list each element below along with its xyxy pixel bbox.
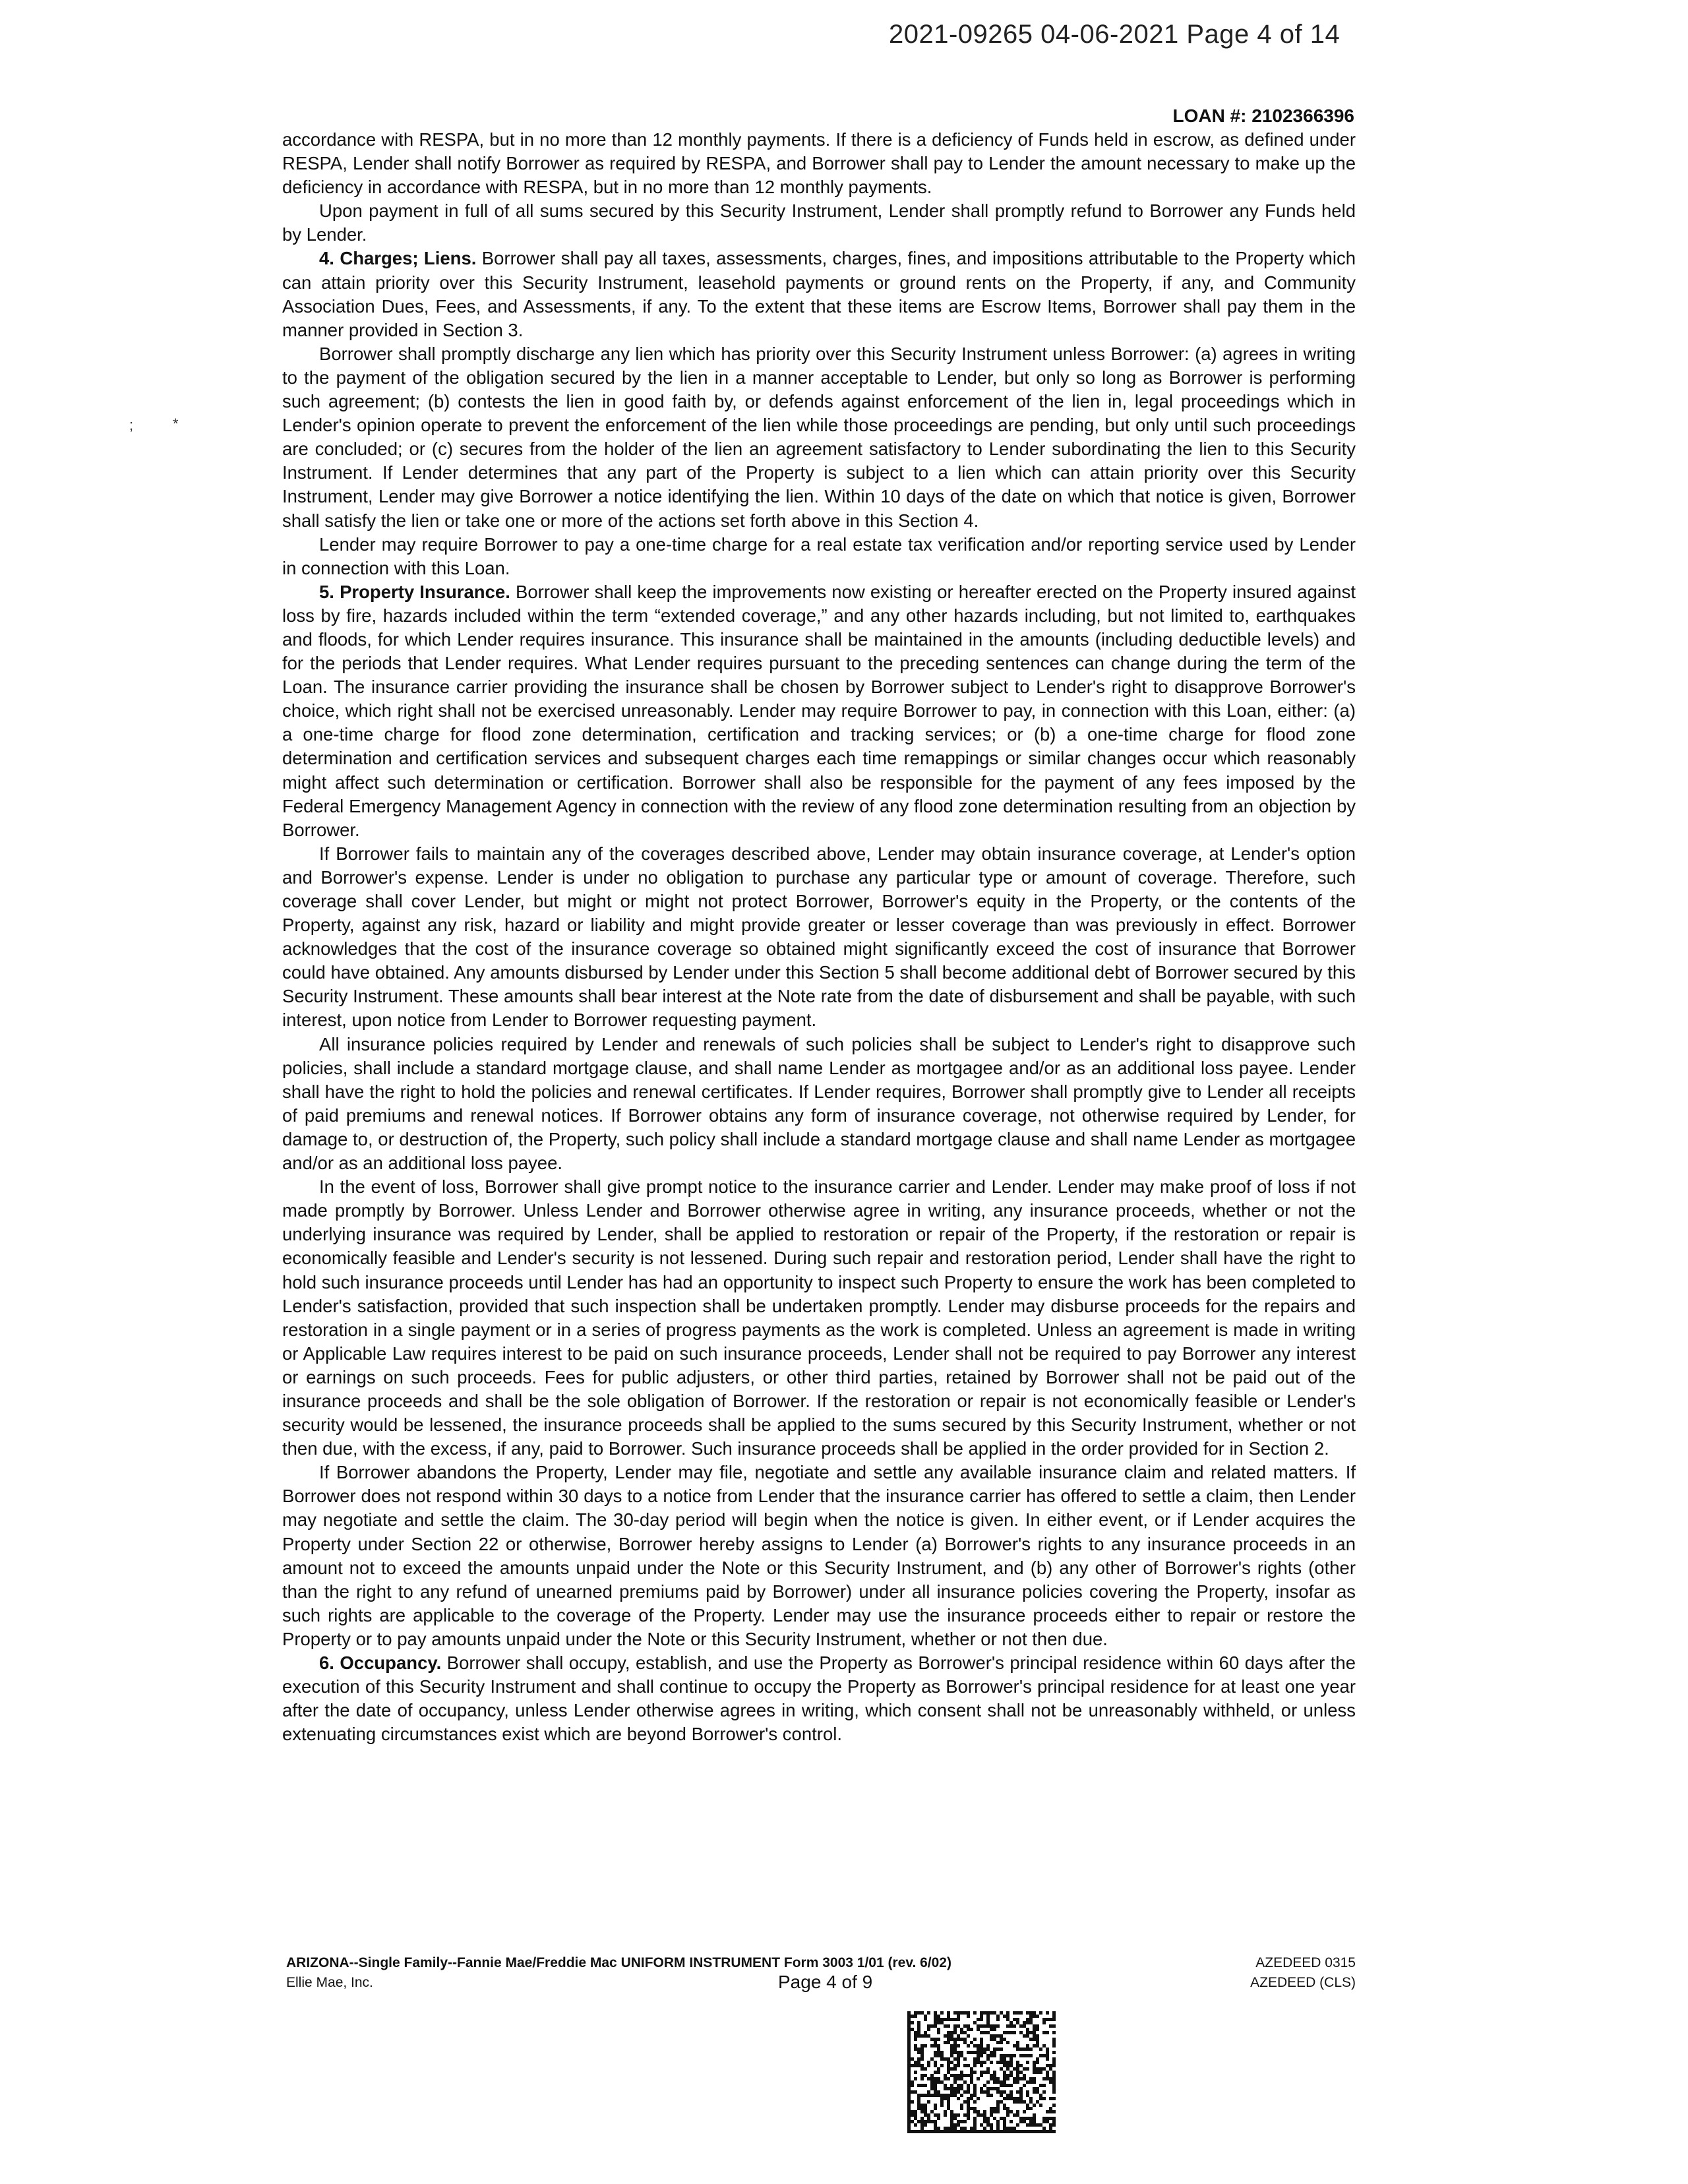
paragraph xyxy=(282,842,1356,1033)
margin-mark: ; xyxy=(129,417,134,433)
paragraph-text: accordance with RESPA, but in no more than 12 monthly payments. If there is a deficiency of Funds held in escrow, as defined under RESPA, Lender shall notify Borrower as required by RESPA, and Borrower shall pay to Lender the amount necessary to make up the deficiency in accordance with RESPA, but in no more than 12 monthly payments. xyxy=(282,129,1356,198)
document-body xyxy=(282,128,1356,1746)
paragraph-text: If Borrower abandons the Property, Lender may file, negotiate and settle any available insurance claim and related matters. If Borrower does not respond within 30 days to a notice from Lender that the insurance carrier has offered to settle a claim, then Lender may negotiate and settle the claim. The 30-day period will begin when the notice is given. In either event, or if Lender acquires the Property under Section 22 or otherwise, Borrower hereby assigns to Lender (a) Borrower's rights to any insurance proceeds in an amount not to exceed the amounts unpaid under the Note or this Security Instrument, and (b) any other of Borrower's rights (other than the right to any refund of unearned premiums paid by Borrower) under all insurance policies covering the Property, insofar as such rights are applicable to the coverage of the Property. Lender may use the insurance proceeds either to repair or restore the Property or to pay amounts unpaid under the Note or this Security Instrument, whether or not then due. xyxy=(282,1462,1356,1649)
paragraph-text: If Borrower fails to maintain any of the coverages described above, Lender may obtain insurance coverage, at Lender's option and Borrower's expense. Lender is under no obligation to purchase any particular type or amount of coverage. Therefore, such coverage shall cover Lender, but might or might not protect Borrower, Borrower's equity in the Property, or the contents of the Property, against any risk, hazard or liability and might provide greater or lesser coverage than was previously in effect. Borrower acknowledges that the cost of the insurance coverage so obtained might significantly exceed the cost of insurance that Borrower could have obtained. Any amounts disbursed by Lender under this Section 5 shall become additional debt of Borrower secured by this Security Instrument. These amounts shall bear interest at the Note rate from the date of disbursement and shall be payable, with such interest, upon notice from Lender to Borrower requesting payment. xyxy=(282,843,1356,1031)
form-code: AZEDEED 0315 xyxy=(1255,1955,1356,1970)
margin-mark: * xyxy=(173,415,179,432)
paragraph xyxy=(282,1461,1356,1651)
paragraph-text: Upon payment in full of all sums secured by this Security Instrument, Lender shall promptly refund to Borrower any Funds held by Lender. xyxy=(282,200,1356,245)
paragraph xyxy=(282,128,1356,199)
company-name: Ellie Mae, Inc. xyxy=(286,1975,373,1990)
paragraph xyxy=(282,1033,1356,1176)
2d-barcode-icon xyxy=(907,2011,1056,2133)
paragraph xyxy=(282,199,1356,247)
paragraph xyxy=(282,1651,1356,1746)
paragraph-text: Lender may require Borrower to pay a one-time charge for a real estate tax verification and/or reporting service used by Lender in connection with this Loan. xyxy=(282,533,1356,578)
paragraph-text: Borrower shall pay all taxes, assessments, charges, fines, and impositions attributable to the Property which can attain priority over this Security Instrument, leasehold payments or ground rents on the Property, if any, and Community Association Dues, Fees, and Assessments, if any. To the extent that these items are Escrow Items, Borrower shall pay them in the manner provided in Section 3. xyxy=(282,248,1356,340)
footer-right xyxy=(1250,1953,1356,1993)
paragraph-text: In the event of loss, Borrower shall give prompt notice to the insurance carrier and Lender. Lender may make proof of loss if not made promptly by Borrower. Unless Lender and Borrower otherwise agree in writing, any insurance proceeds, whether or not the underlying insurance was required by Lender, shall be applied to restoration or repair of the Property, if the restoration or repair is economically feasible and Lender's security is not lessened. During such repair and restoration period, Lender shall have the right to hold such insurance proceeds until Lender has had an opportunity to inspect such Property to ensure the work has been completed to Lender's satisfaction, provided that such inspection shall be undertaken promptly. Lender may disburse proceeds for the repairs and restoration in a single payment or in a series of progress payments as the work is completed. Unless an agreement is made in writing or Applicable Law requires interest to be paid on such insurance proceeds, Lender shall not be required to pay Borrower any interest or earnings on such proceeds. Fees for public adjusters, or other third parties, retained by Borrower shall not be paid out of the insurance proceeds and shall be the sole obligation of Borrower. If the restoration or repair is not economically feasible or Lender's security would be lessened, the insurance proceeds shall be applied to the sums secured by this Security Instrument, whether or not then due, with the excess, if any, paid to Borrower. Such insurance proceeds shall be applied in the order provided for in Section 2. xyxy=(282,1176,1356,1459)
section-heading: 4. Charges; Liens. xyxy=(319,248,477,269)
form-code-cls: AZEDEED (CLS) xyxy=(1250,1975,1356,1990)
form-identifier: ARIZONA--Single Family--Fannie Mae/Freddie Mac UNIFORM INSTRUMENT Form 3003 1/01 (rev. 6/02) xyxy=(286,1955,951,1970)
paragraph xyxy=(282,342,1356,533)
section-heading: 6. Occupancy. xyxy=(319,1653,442,1673)
paragraph xyxy=(282,533,1356,580)
loan-number: LOAN #: 2102366396 xyxy=(1172,106,1354,126)
paragraph xyxy=(282,247,1356,342)
paragraph-text: Borrower shall keep the improvements now existing or hereafter erected on the Property insured against loss by fire, hazards included within the term “extended coverage,” and any other hazards including, but not limited to, earthquakes and floods, for which Lender requires insurance. This insurance shall be maintained in the amounts (including deductible levels) and for the periods that Lender requires. What Lender requires pursuant to the preceding sentences can change during the term of the Loan. The insurance carrier providing the insurance shall be chosen by Borrower subject to Lender's right to disapprove Borrower's choice, which right shall not be exercised unreasonably. Lender may require Borrower to pay, in connection with this Loan, either: (a) a one-time charge for flood zone determination, certification and tracking services; or (b) a one-time charge for flood zone determination and certification services and subsequent charges each time remappings or similar changes occur which reasonably might affect such determination or certification. Borrower shall also be responsible for the payment of any fees imposed by the Federal Emergency Management Agency in connection with the review of any flood zone determination resulting from an objection by Borrower. xyxy=(282,581,1356,840)
paragraph-text: All insurance policies required by Lender and renewals of such policies shall be subject to Lender's right to disapprove such policies, shall include a standard mortgage clause, and shall name Lender as mortgagee and/or as an additional loss payee. Lender shall have the right to hold the policies and renewal certificates. If Lender requires, Borrower shall promptly give to Lender all receipts of paid premiums and renewal notices. If Borrower obtains any form of insurance coverage, not otherwise required by Lender, for damage to, or destruction of, the Property, such policy shall include a standard mortgage clause and shall name Lender as mortgagee and/or as an additional loss payee. xyxy=(282,1033,1356,1174)
paragraph xyxy=(282,580,1356,842)
paragraph-text: Borrower shall occupy, establish, and use the Property as Borrower's principal residence within 60 days after the execution of this Security Instrument and shall continue to occupy the Property as Borrower's principal residence for at least one year after the date of occupancy, unless Lender otherwise agrees in writing, which consent shall not be unreasonably withheld, or unless extenuating circumstances exist which are beyond Borrower's control. xyxy=(282,1653,1356,1745)
paragraph xyxy=(282,1175,1356,1461)
recording-stamp: 2021-09265 04-06-2021 Page 4 of 14 xyxy=(889,20,1341,49)
section-heading: 5. Property Insurance. xyxy=(319,581,510,602)
paragraph-text: Borrower shall promptly discharge any lien which has priority over this Security Instrument unless Borrower: (a) agrees in writing to the payment of the obligation secured by the lien in a manner acceptable to Lender, but only so long as Borrower is performing such agreement; (b) contests the lien in good faith by, or defends against enforcement of the lien in, legal proceedings which in Lender's opinion operate to prevent the enforcement of the lien while those proceedings are pending, but only until such proceedings are concluded; or (c) secures from the holder of the lien an agreement satisfactory to Lender subordinating the lien to this Security Instrument. If Lender determines that any part of the Property is subject to a lien which can attain priority over this Security Instrument, Lender may give Borrower a notice identifying the lien. Within 10 days of the date on which that notice is given, Borrower shall satisfy the lien or take one or more of the actions set forth above in this Section 4. xyxy=(282,343,1356,531)
page-number: Page 4 of 9 xyxy=(778,1972,873,1992)
